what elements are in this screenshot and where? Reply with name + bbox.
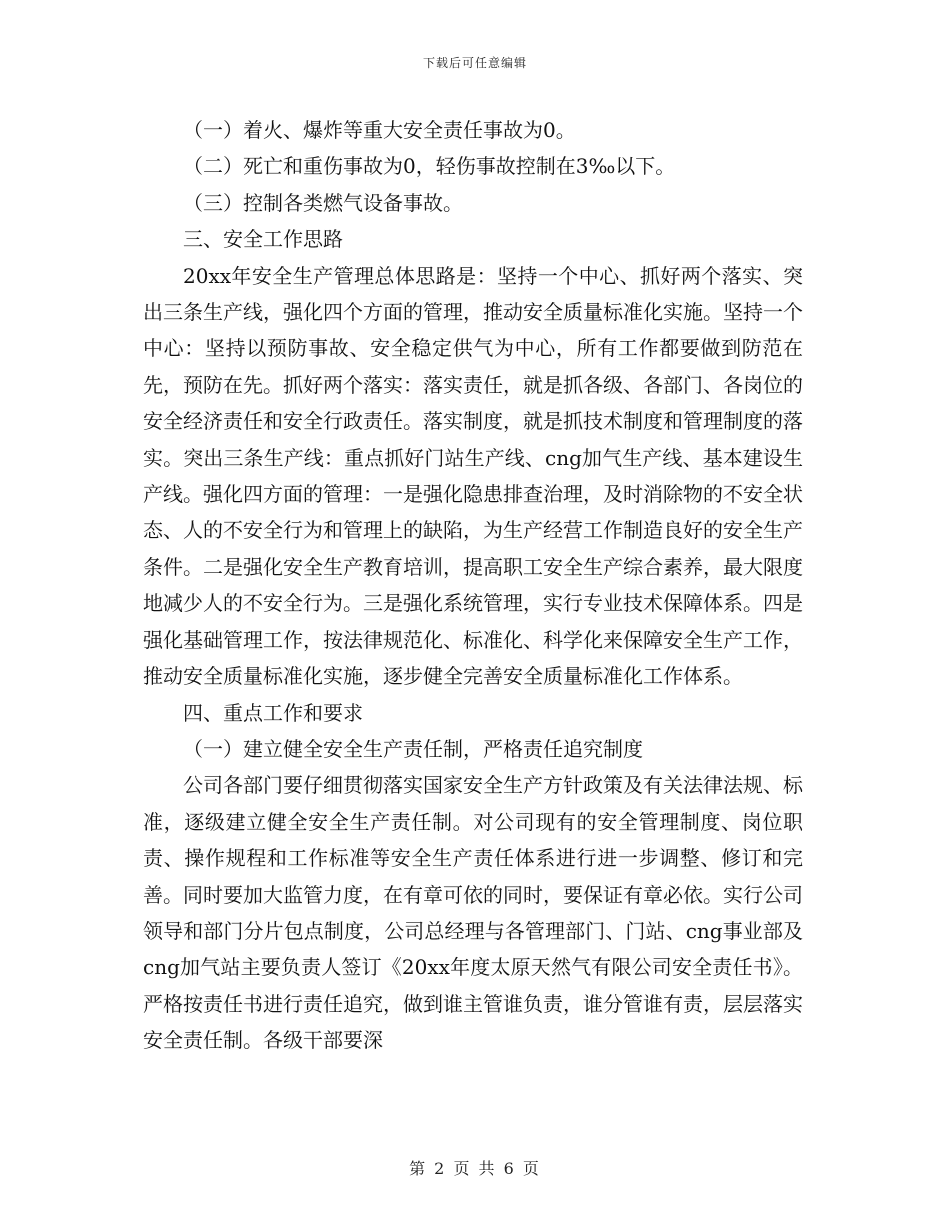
document-body	[143, 112, 803, 1059]
page-header: 下载后可任意编辑	[422, 56, 527, 70]
section-heading-3: 三、安全工作思路	[183, 227, 343, 252]
target-item-3: （三）控制各类燃气设备事故。	[183, 190, 463, 215]
subsection-heading-4-1: （一）建立健全安全生产责任制，严格责任追究制度	[183, 736, 643, 761]
section-heading-4: 四、重点工作和要求	[183, 700, 363, 725]
target-item-1: （一）着火、爆炸等重大安全责任事故为0。	[183, 118, 576, 142]
page-footer: 第 2 页 共 6 页	[409, 1159, 541, 1178]
section-paragraph-4: 公司各部门要仔细贯彻落实国家安全生产方针政策及有关法律法规、标准，逐级建立健全安全生产责任制。对公司现有的安全管理制度、岗位职责、操作规程和工作标准等安全生产责任体系进行进一步调整、修订和完善。同时要加大监管力度，在有章可依的同时，要保证有章必依。实行公司领导和部门分片包点制度，公司总经理与各管理部门、门站、cng事业部及cng加气站主要负责人签订《20xx年度太原天然气有限公司安全责任书》。严格按责任书进行责任追究，做到谁主管谁负责，谁分管谁有责，层层落实安全责任制。各级干部要深	[143, 773, 803, 1053]
section-paragraph-3: 20xx年安全生产管理总体思路是：坚持一个中心、抓好两个落实、突出三条生产线，强化四个方面的管理，推动安全质量标准化实施。坚持一个中心：坚持以预防事故、安全稳定供气为中心，所有工作都要做到防范在先，预防在先。抓好两个落实：落实责任，就是抓各级、各部门、各岗位的安全经济责任和安全行政责任。落实制度，就是抓技术制度和管理制度的落实。突出三条生产线：重点抓好门站生产线、cng加气生产线、基本建设生产线。强化四方面的管理：一是强化隐患排查治理，及时消除物的不安全状态、人的不安全行为和管理上的缺陷，为生产经营工作制造良好的安全生产条件。二是强化安全生产教育培训，提高职工安全生产综合素养，最大限度地减少人的不安全行为。三是强化系统管理，实行专业技术保障体系。四是强化基础管理工作，按法律规范化、标准化、科学化来保障安全生产工作，推动安全质量标准化实施，逐步健全完善安全质量标准化工作体系。	[143, 263, 803, 689]
target-item-2: （二）死亡和重伤事故为0，轻伤事故控制在3‰以下。	[183, 154, 676, 179]
